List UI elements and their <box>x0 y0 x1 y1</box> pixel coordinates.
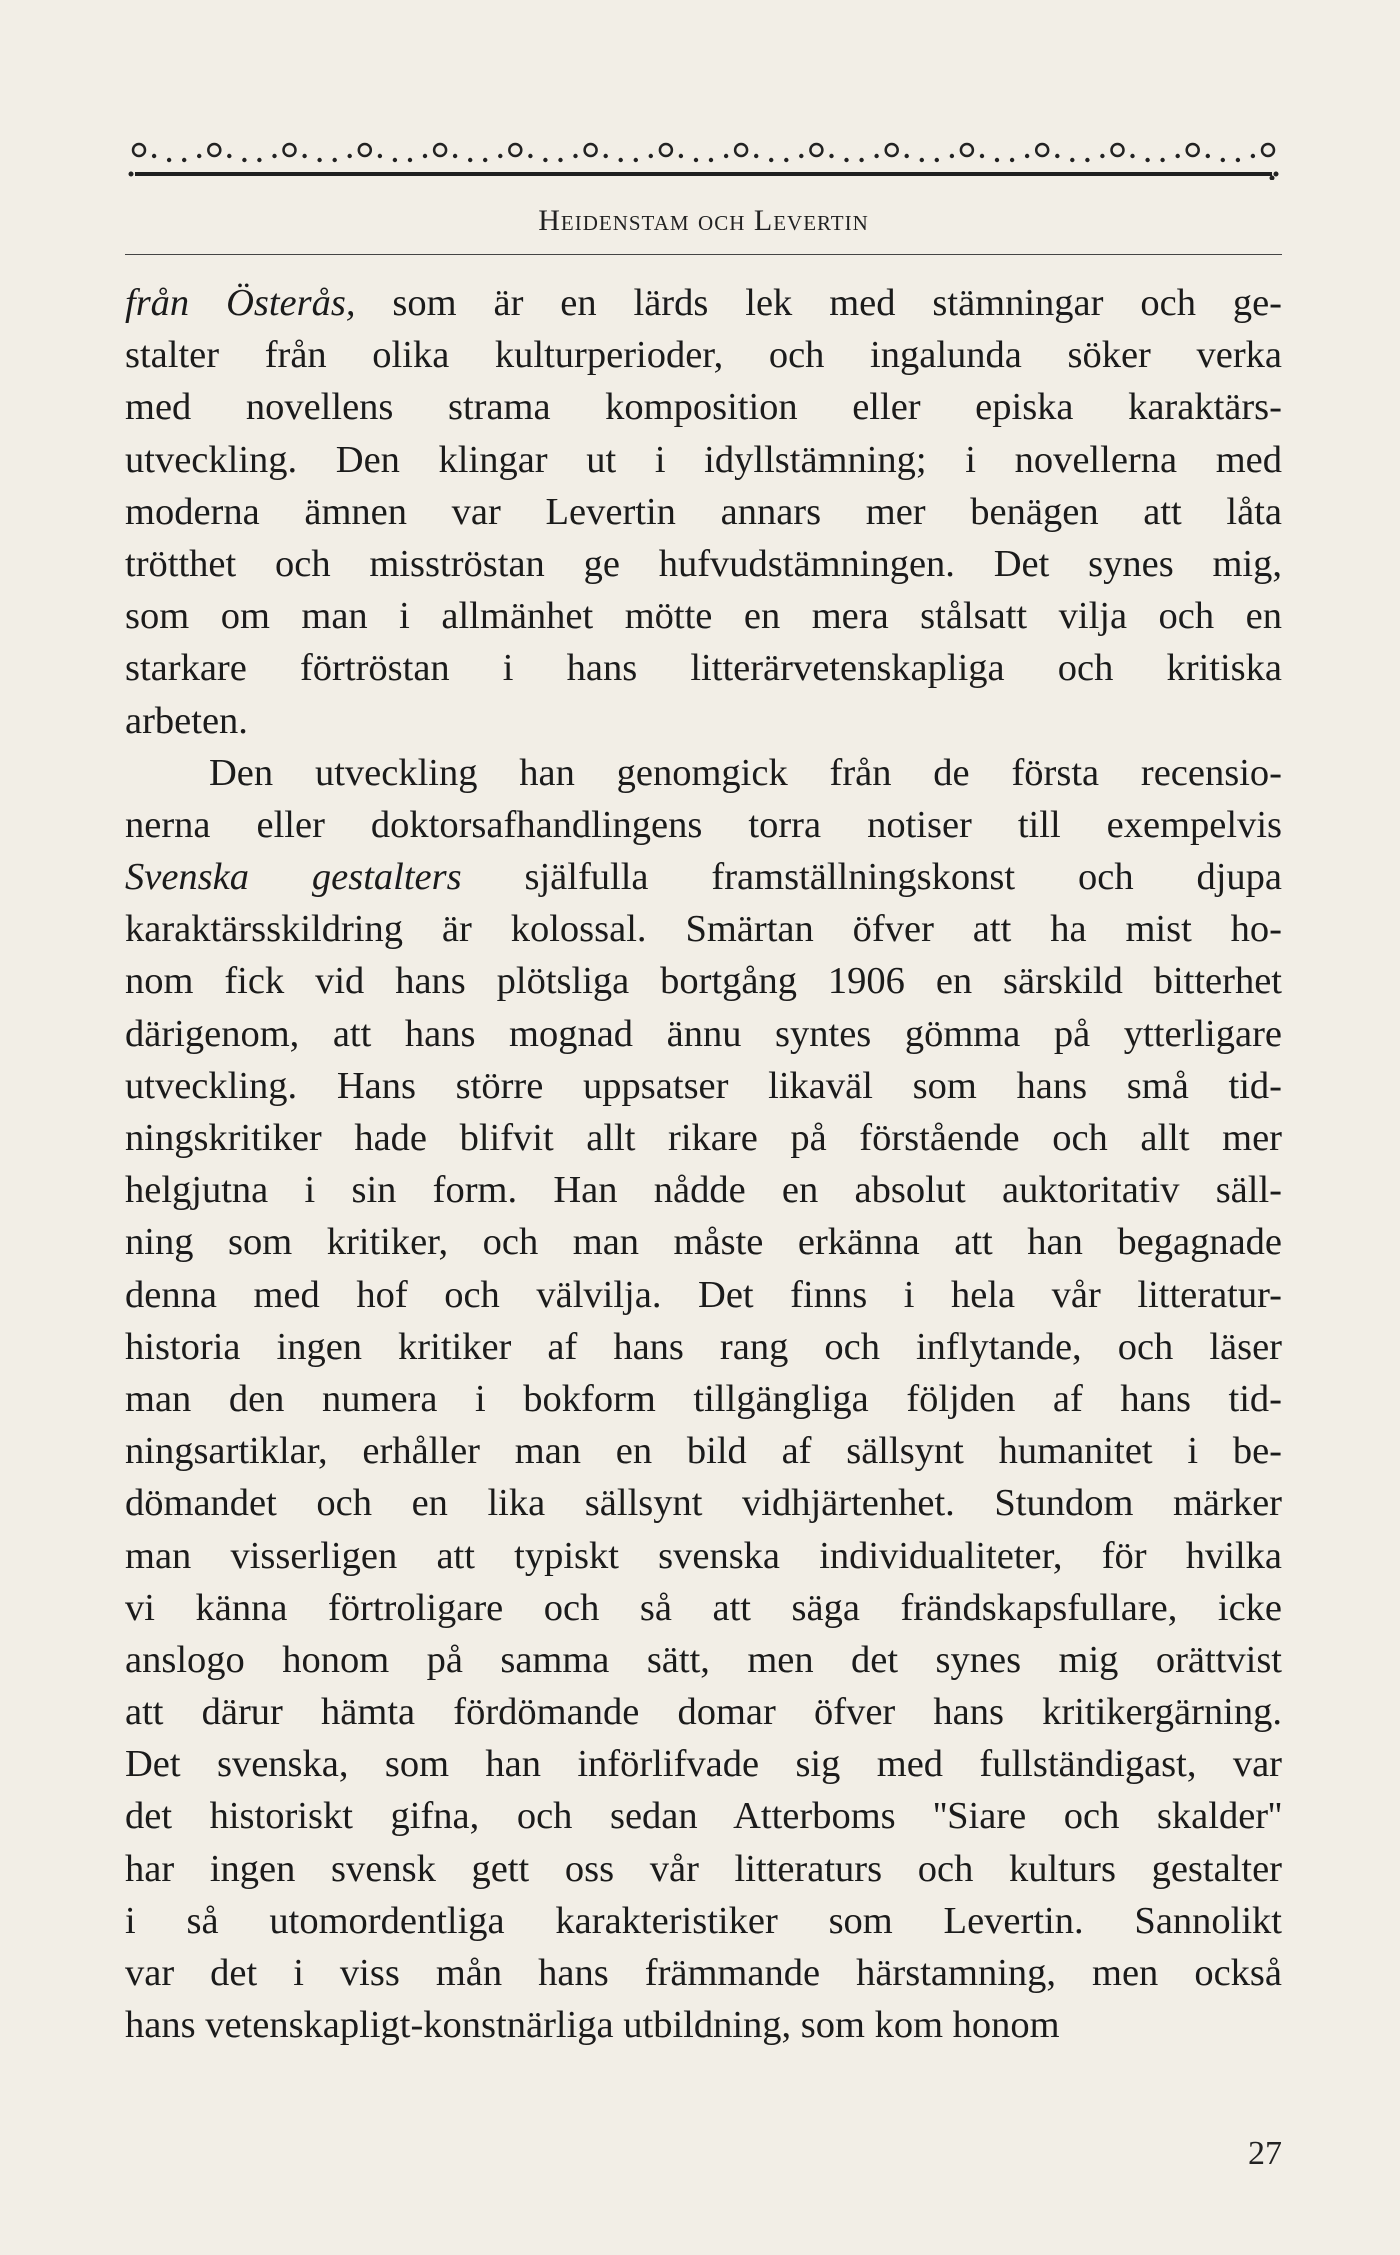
ornament-dot <box>905 154 909 158</box>
text-segment: helgjutna i sin form. Han nådde en absolut auktoritativ säll- <box>125 1169 1282 1212</box>
ornament-ring <box>660 144 672 156</box>
text-line <box>125 1999 1282 2051</box>
text-line <box>125 903 1282 955</box>
ornament-dot <box>1221 158 1225 162</box>
ornament-dot <box>709 158 713 162</box>
text-segment: som om man i allmänhet mötte en mera stålsatt vilja och en <box>125 595 1282 638</box>
ornament-dot <box>995 158 999 162</box>
text-line <box>125 1216 1282 1268</box>
text-segment: stalter från olika kulturperioder, och ingalunda söker verka <box>125 334 1282 377</box>
ornament-dot <box>317 158 321 162</box>
ornament-dot <box>423 154 427 158</box>
text-segment: själfulla framställningskonst och djupa <box>461 856 1282 899</box>
ornament-dot <box>784 158 788 162</box>
ornament-dot <box>1160 158 1164 162</box>
ornament-ring <box>810 144 822 156</box>
ornament-dot <box>754 154 758 158</box>
ornament-dot <box>393 158 397 162</box>
ornament-dot <box>920 158 924 162</box>
running-title: Heidenstam och Levertin <box>538 204 869 237</box>
text-line <box>125 1112 1282 1164</box>
ornament-dot <box>257 158 261 162</box>
text-line <box>125 851 1282 903</box>
ornament-dot <box>242 158 246 162</box>
ornament-dot <box>1251 154 1255 158</box>
text-segment: arbeten. <box>125 699 248 742</box>
ornament-dot <box>227 154 231 158</box>
text-segment: man visserligen att typiskt svenska individualiteter, för hvilka <box>125 1534 1282 1577</box>
text-segment: trötthet och misströstan ge hufvudstämningen. Det synes mig, <box>125 542 1282 585</box>
ornament-dot <box>302 154 306 158</box>
ornament-ring <box>1112 144 1124 156</box>
text-line <box>125 590 1282 642</box>
text-segment: ningsartiklar, erhåller man en bild af sällsynt humanitet i be- <box>125 1430 1282 1473</box>
ornament-dot <box>483 158 487 162</box>
text-segment: har ingen svensk gett oss vår litteraturs och kulturs gestalter <box>125 1847 1282 1890</box>
text-line <box>125 799 1282 851</box>
ornament-dot <box>724 154 728 158</box>
text-segment: därigenom, att hans mognad ännu syntes gömma på ytterligare <box>125 1012 1282 1055</box>
text-line <box>125 1269 1282 1321</box>
page-number: 27 <box>1248 2135 1282 2172</box>
ornament-dot <box>1176 154 1180 158</box>
text-line <box>125 1843 1282 1895</box>
ornament-dot <box>453 154 457 158</box>
text-line <box>125 1790 1282 1842</box>
text-line <box>125 277 1282 329</box>
text-line <box>125 1686 1282 1738</box>
text-line <box>125 1008 1282 1060</box>
ornament-dot <box>874 154 878 158</box>
text-segment: ningskritiker hade blifvit allt rikare på förstående och allt mer <box>125 1117 1282 1159</box>
ornament-dot <box>167 158 171 162</box>
italic-title: Svenska gestalters <box>125 856 462 899</box>
ornament-dot <box>197 154 201 158</box>
text-line <box>125 381 1282 433</box>
ornament-dot <box>1010 158 1014 162</box>
ornament-dot <box>528 154 532 158</box>
text-line <box>125 642 1282 694</box>
text-line <box>125 434 1282 486</box>
ornament-ring <box>1262 144 1274 156</box>
text-segment: i så utomordentliga karakteristiker som Levertin. Sannolikt <box>125 1899 1282 1942</box>
ornament-dot <box>1055 154 1059 158</box>
text-line <box>125 747 1282 799</box>
text-segment: denna med hof och välvilja. Det finns i hela vår litteratur- <box>125 1273 1282 1316</box>
ornament-dot <box>1070 158 1074 162</box>
ornament-dot <box>152 154 156 158</box>
text-line <box>125 955 1282 1007</box>
ornament-ring <box>735 144 747 156</box>
text-segment: var det i viss mån hans främmande härstamning, men också <box>125 1952 1282 1994</box>
text-line <box>125 1321 1282 1373</box>
italic-title: från Österås, <box>125 282 356 324</box>
text-segment: starkare förtröstan i hans litterärvetenskapliga och kritiska <box>125 647 1282 690</box>
ornament-dot <box>604 154 608 158</box>
header-rule <box>125 254 1282 255</box>
text-segment: dömandet och en lika sällsynt vidhjärtenhet. Stundom märker <box>125 1482 1282 1525</box>
text-segment: ning som kritiker, och man måste erkänna att han begagnade <box>125 1221 1282 1264</box>
text-line <box>125 1634 1282 1686</box>
ornament-dot <box>799 154 803 158</box>
text-segment: nerna eller doktorsafhandlingens torra notiser till exempelvis <box>125 803 1282 846</box>
text-line <box>125 1530 1282 1582</box>
ornament-dot <box>1130 154 1134 158</box>
text-segment: utveckling. Den klingar ut i idyllstämning; i novellerna med <box>125 438 1282 481</box>
text-segment: man den numera i bokform tillgängliga följden af hans tid- <box>125 1377 1282 1420</box>
ornament-ring <box>585 144 597 156</box>
text-segment: karaktärsskildring är kolossal. Smärtan öfver att ha mist ho- <box>125 908 1282 951</box>
text-segment: Den utveckling han genomgick från de första recensio- <box>209 751 1282 794</box>
ornament-dot <box>1025 154 1029 158</box>
text-segment: Det svenska, som han införlifvade sig med fullständigast, var <box>125 1743 1282 1786</box>
ornament-dot <box>950 154 954 158</box>
book-page <box>125 120 1283 2172</box>
ornament-dot <box>348 154 352 158</box>
ornament-dot <box>694 158 698 162</box>
text-segment: att därur hämta fördömande domar öfver hans kritikergärning. <box>125 1691 1282 1734</box>
text-line <box>125 1895 1282 1947</box>
text-line <box>125 1582 1282 1634</box>
text-segment: som är en lärds lek med stämningar och ge- <box>355 282 1283 324</box>
ornament-dot <box>859 158 863 162</box>
ornament-dot <box>272 154 276 158</box>
text-line <box>125 329 1282 381</box>
text-line <box>125 1738 1282 1790</box>
ornament-ring <box>133 144 145 156</box>
text-segment: moderna ämnen var Levertin annars mer benägen att låta <box>125 490 1282 533</box>
text-segment: historia ingen kritiker af hans rang och inflytande, och läser <box>125 1325 1282 1368</box>
text-segment: vi känna förtroligare och så att säga frändskapsfullare, icke <box>125 1586 1282 1629</box>
text-segment: utveckling. Hans större uppsatser likaväl som hans små tid- <box>125 1064 1282 1107</box>
text-line <box>125 1060 1282 1112</box>
text-line <box>125 695 1282 747</box>
text-line <box>125 1947 1282 1999</box>
text-line <box>125 486 1282 538</box>
ornament-ring <box>509 144 521 156</box>
ornament-ring <box>208 144 220 156</box>
ornament-dot <box>935 158 939 162</box>
text-segment: hans vetenskapligt-konstnärliga utbildning, som kom honom <box>125 2004 1060 2047</box>
ornament-ring <box>961 144 973 156</box>
text-segment: med novellens strama komposition eller episka karaktärs- <box>125 386 1282 429</box>
ornament-dot <box>1145 158 1149 162</box>
text-line <box>125 1477 1282 1529</box>
header-ornament <box>125 120 1282 180</box>
ornament-dot <box>408 158 412 162</box>
text-line <box>125 1425 1282 1477</box>
body-text <box>125 277 1282 2051</box>
ornament-ring <box>886 144 898 156</box>
text-segment: det historiskt gifna, och sedan Atterboms ''Siare och skalder'' <box>125 1795 1282 1838</box>
ornament-dot <box>634 158 638 162</box>
text-segment: anslogo honom på samma sätt, men det synes mig orättvist <box>125 1638 1282 1681</box>
ornament-ring <box>1187 144 1199 156</box>
ornament-dot <box>1100 154 1104 158</box>
text-line <box>125 1164 1282 1216</box>
ornament-ring <box>434 144 446 156</box>
ornament-dot <box>649 154 653 158</box>
ornament-dot <box>1085 158 1089 162</box>
ornament-dot <box>182 158 186 162</box>
ornament-dot <box>769 158 773 162</box>
ornament-ring <box>284 144 296 156</box>
ornament-dot <box>1236 158 1240 162</box>
text-line <box>125 1373 1282 1425</box>
ornament-dot <box>573 154 577 158</box>
text-segment: nom fick vid hans plötsliga bortgång 1906 en särskild bitterhet <box>125 960 1282 1003</box>
ornament-dot <box>829 154 833 158</box>
ornament-dot <box>543 158 547 162</box>
ornament-ring <box>1036 144 1048 156</box>
ornament-dot <box>679 154 683 158</box>
ornament-dot <box>844 158 848 162</box>
ornament-dot <box>980 154 984 158</box>
ornament-dot <box>558 158 562 162</box>
ornament-dot <box>333 158 337 162</box>
ornament-ring <box>359 144 371 156</box>
ornament-dot <box>619 158 623 162</box>
ornament-dot <box>468 158 472 162</box>
ornament-dot <box>1206 154 1210 158</box>
ornament-dot <box>378 154 382 158</box>
text-line <box>125 538 1282 590</box>
ornament-border-icon <box>125 120 1282 180</box>
ornament-dot <box>498 154 502 158</box>
